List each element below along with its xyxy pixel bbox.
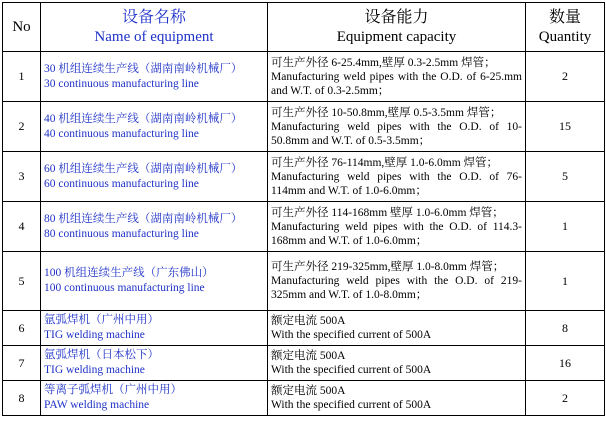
capacity-cn: 额定电流 500A — [271, 385, 346, 397]
table-row — [3, 52, 605, 102]
equipment-name-en: TIG welding machine — [44, 364, 145, 376]
table-row — [3, 311, 605, 346]
header-quantity — [526, 3, 605, 52]
equipment-name-cn: 80 机组连续生产线（湖南南岭机械厂） — [44, 212, 243, 225]
equipment-name-cn: 30 机组连续生产线（湖南南岭机械厂） — [44, 62, 243, 75]
row-number: 8 — [3, 381, 41, 416]
equipment-capacity — [268, 102, 526, 152]
header-name-en: Name of equipment — [94, 28, 214, 45]
capacity-cn: 额定电流 500A — [271, 315, 346, 327]
capacity-cn: 额定电流 500A — [271, 350, 346, 362]
capacity-cn: 可生产外径 76-114mm,壁厚 1.0-6.0mm 焊管； — [271, 156, 499, 169]
row-number: 3 — [3, 152, 41, 202]
equipment-name — [41, 346, 268, 381]
capacity-en: Manufacturing weld pipes with the O.D. of 219-325mm and W.T. of 1.0-8.0mm； — [271, 275, 522, 301]
equipment-name-en: 30 continuous manufacturing line — [44, 77, 199, 90]
header-capacity — [268, 3, 526, 52]
table-row — [3, 381, 605, 416]
capacity-en: Manufacturing weld pipes with the O.D. of 76-114mm and W.T. of 1.0-6.0mm； — [271, 170, 522, 197]
equipment-quantity: 5 — [526, 152, 605, 202]
header-capacity-en: Equipment capacity — [336, 28, 457, 45]
capacity-cn: 可生产外径 6-25.4mm,壁厚 0.3-2.5mm 焊管； — [271, 56, 496, 69]
header-quantity-cn: 数量 — [548, 8, 581, 26]
equipment-quantity: 1 — [526, 202, 605, 252]
table-row — [3, 202, 605, 252]
row-number: 5 — [3, 252, 41, 311]
equipment-name — [41, 311, 268, 346]
table-header-row — [3, 3, 605, 52]
equipment-name-cn: 氩弧焊机（日本松下） — [44, 349, 159, 361]
equipment-name — [41, 52, 268, 102]
table-row — [3, 152, 605, 202]
capacity-en: With the specified current of 500A — [271, 399, 432, 411]
equipment-capacity — [268, 52, 526, 102]
row-number: 2 — [3, 102, 41, 152]
equipment-capacity — [268, 202, 526, 252]
equipment-name-en: 100 continuous manufacturing line — [44, 282, 205, 294]
equipment-capacity — [268, 252, 526, 311]
equipment-name-en: 40 continuous manufacturing line — [44, 127, 199, 140]
header-name-cn: 设备名称 — [121, 8, 186, 26]
equipment-name-cn: 60 机组连续生产线（湖南南岭机械厂） — [44, 162, 243, 175]
capacity-cn: 可生产外径 114-168mm 壁厚 1.0-6.0mm 焊管； — [271, 206, 504, 219]
equipment-name-en: TIG welding machine — [44, 329, 145, 341]
equipment-name-cn: 氩弧焊机（广州中用） — [44, 314, 159, 326]
equipment-name-en: 80 continuous manufacturing line — [44, 227, 199, 240]
equipment-capacity — [268, 346, 526, 381]
capacity-cn: 可生产外径 219-325mm,壁厚 1.0-8.0mm 焊管； — [271, 261, 505, 273]
header-quantity-en: Quantity — [538, 28, 592, 45]
equipment-quantity: 8 — [526, 311, 605, 346]
capacity-en: Manufacturing weld pipes with the O.D. of 6-25.mm and W.T. of 0.3-2.5mm； — [271, 70, 522, 97]
row-number: 4 — [3, 202, 41, 252]
equipment-capacity — [268, 311, 526, 346]
equipment-name — [41, 202, 268, 252]
header-capacity-cn: 设备能力 — [364, 8, 429, 26]
equipment-name-en: PAW welding machine — [44, 399, 150, 411]
equipment-name — [41, 102, 268, 152]
header-no — [3, 3, 41, 52]
capacity-en: Manufacturing weld pipes with the O.D. of 114.3-168mm and W.T. of 1.0-6.0mm； — [271, 220, 522, 247]
capacity-en: With the specified current of 500A — [271, 329, 432, 341]
row-number: 7 — [3, 346, 41, 381]
row-number: 1 — [3, 52, 41, 102]
capacity-en: With the specified current of 500A — [271, 364, 432, 376]
equipment-name — [41, 381, 268, 416]
equipment-capacity — [268, 381, 526, 416]
capacity-en: Manufacturing weld pipes with the O.D. of 10-50.8mm and W.T. of 0.5-3.5mm； — [271, 120, 522, 147]
equipment-quantity: 16 — [526, 346, 605, 381]
equipment-quantity: 2 — [526, 381, 605, 416]
equipment-name — [41, 152, 268, 202]
equipment-capacity — [268, 152, 526, 202]
header-name — [41, 3, 268, 52]
capacity-cn: 可生产外径 10-50.8mm,壁厚 0.5-3.5mm 焊管； — [271, 106, 502, 119]
table-row — [3, 252, 605, 311]
table-row — [3, 102, 605, 152]
equipment-quantity: 15 — [526, 102, 605, 152]
equipment-name-en: 60 continuous manufacturing line — [44, 177, 199, 190]
equipment-name-cn: 40 机组连续生产线（湖南南岭机械厂） — [44, 112, 243, 125]
row-number: 6 — [3, 311, 41, 346]
header-no-label: No — [12, 18, 31, 35]
equipment-quantity: 2 — [526, 52, 605, 102]
equipment-name-cn: 等离子弧焊机（广州中用） — [44, 384, 182, 396]
equipment-name — [41, 252, 268, 311]
equipment-quantity: 1 — [526, 252, 605, 311]
equipment-name-cn: 100 机组连续生产线（广东佛山） — [44, 267, 214, 279]
equipment-table — [2, 2, 605, 416]
table-row — [3, 346, 605, 381]
